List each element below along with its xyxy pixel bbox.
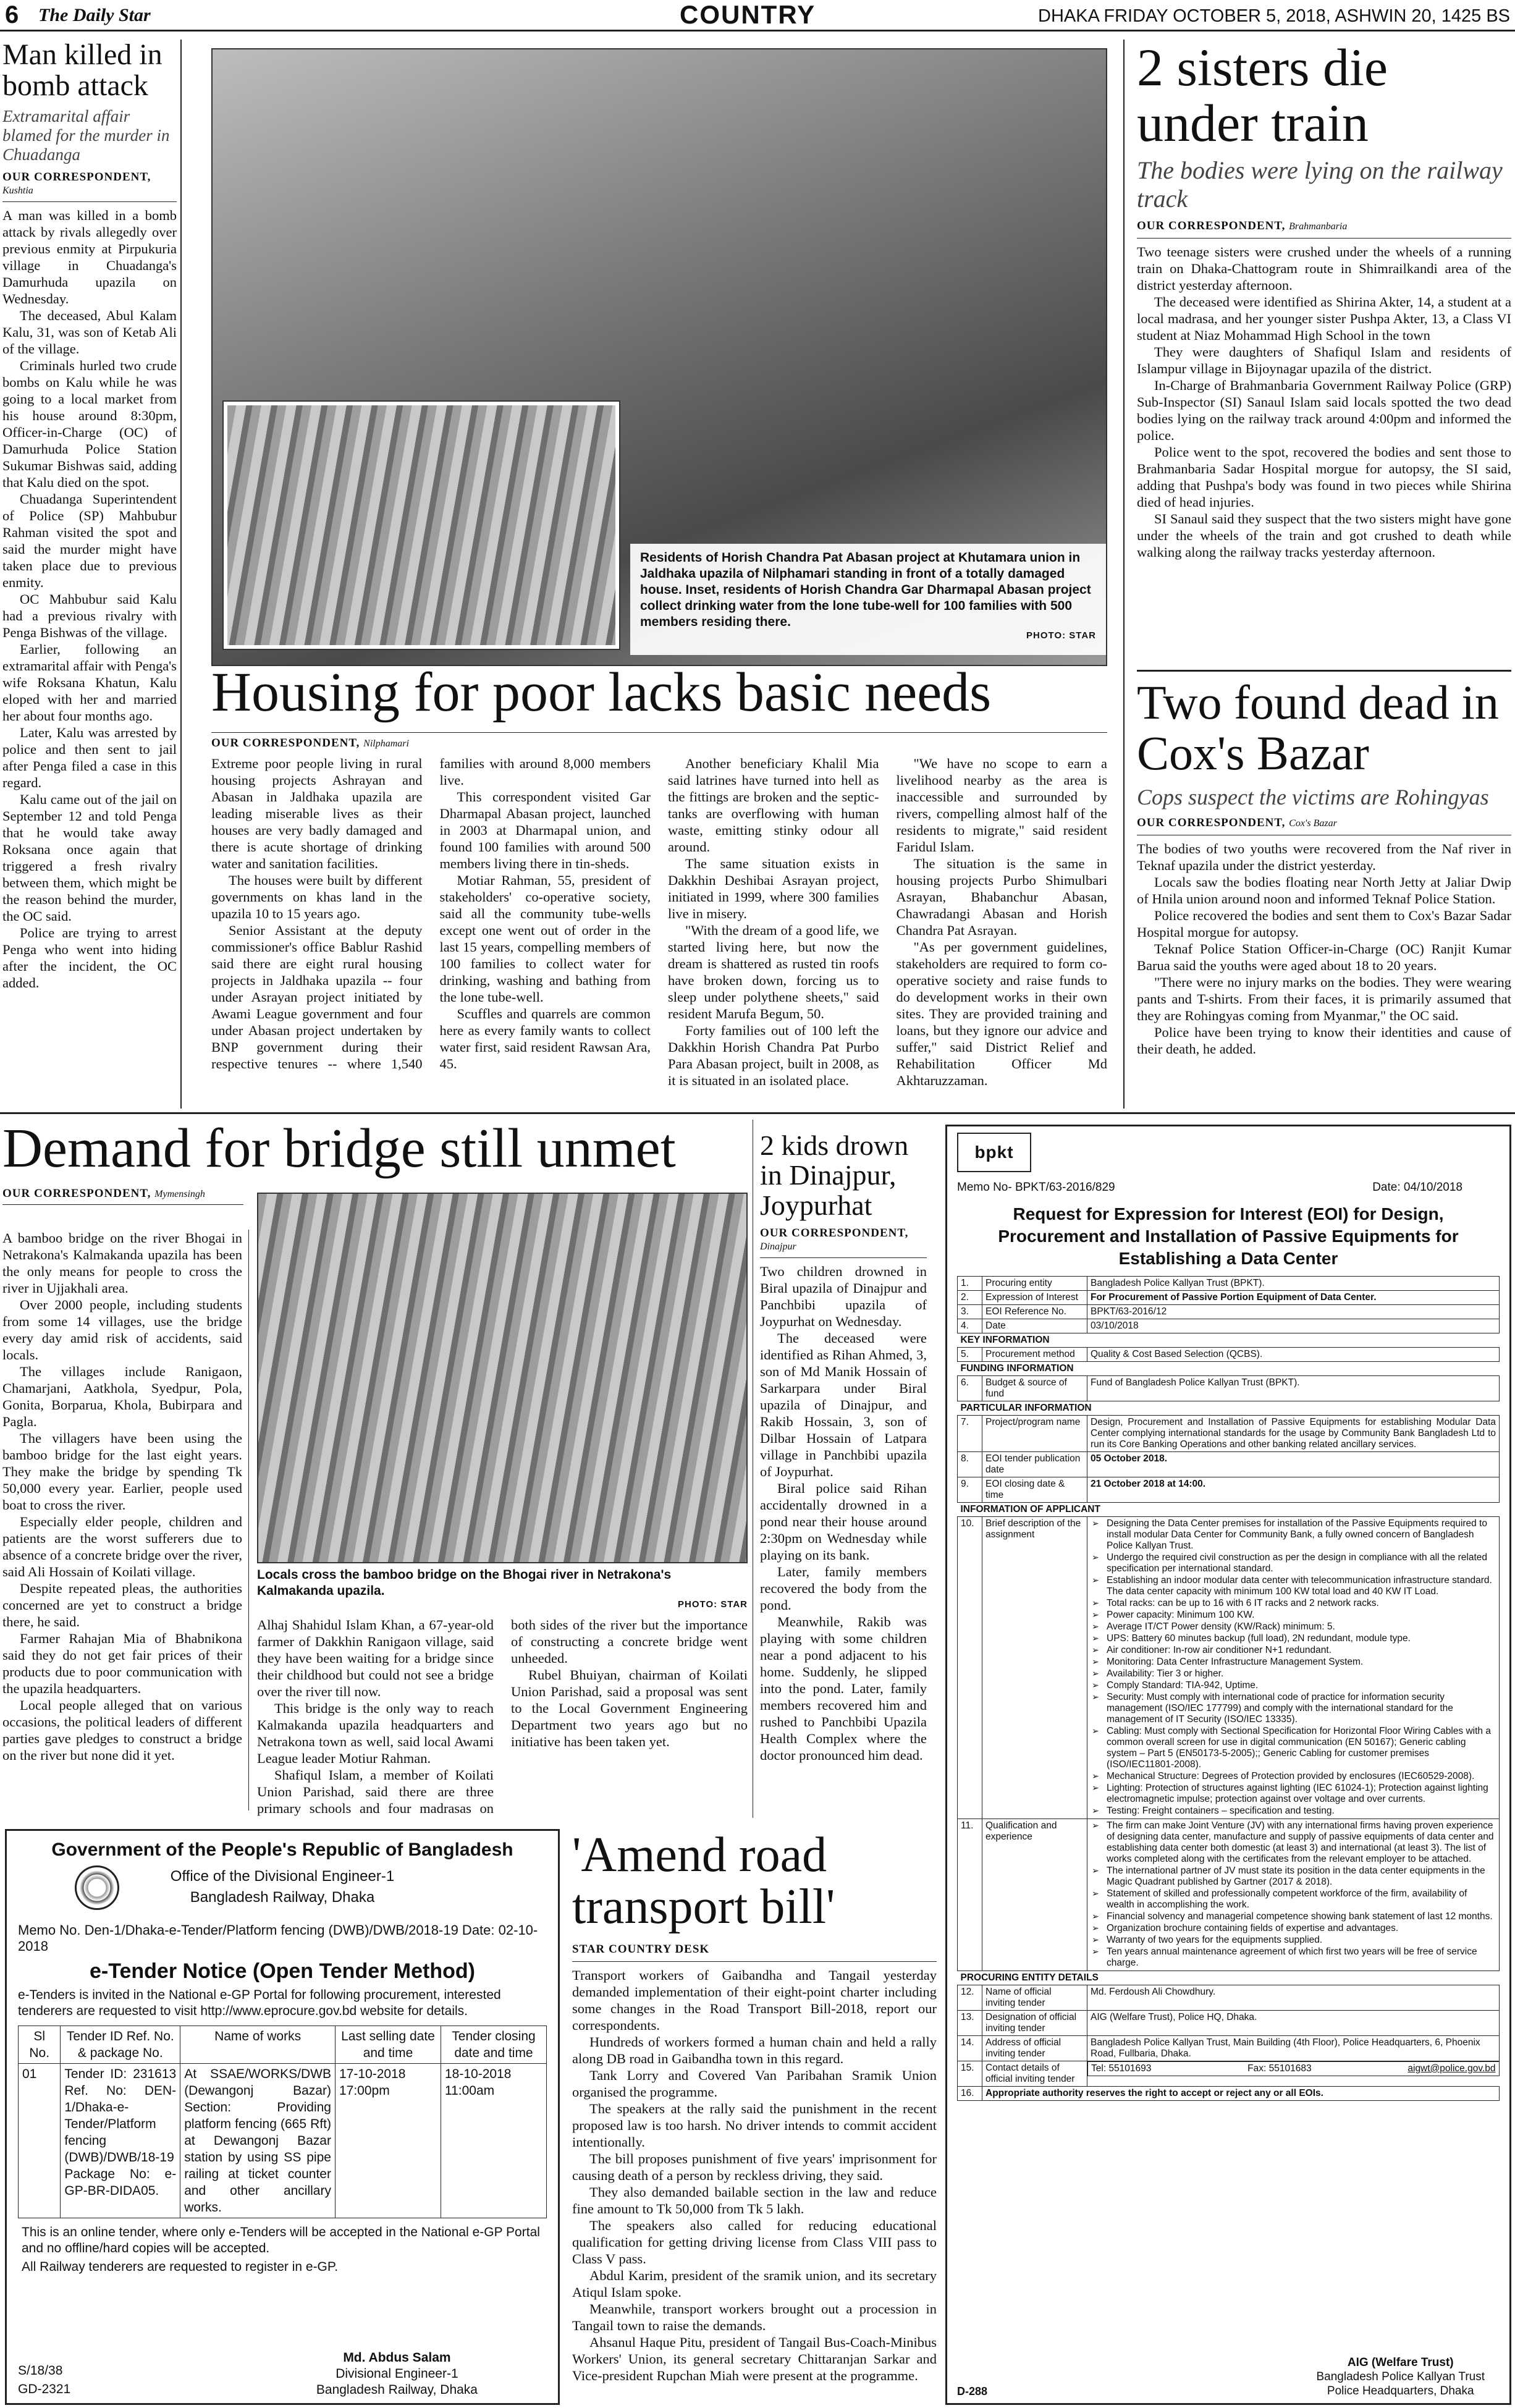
table-row xyxy=(958,2087,1500,2101)
table-header-row xyxy=(19,2026,547,2064)
masthead-rule xyxy=(0,30,1515,32)
date: Date: 04/10/2018 xyxy=(1372,1181,1462,1194)
headline: 'Amend road transport bill' xyxy=(572,1829,835,1934)
row-number: 3. xyxy=(958,1305,982,1319)
row-number: 5. xyxy=(958,1348,982,1362)
story-body xyxy=(1137,840,1511,1057)
table-header-cell: Name of works xyxy=(180,2026,335,2064)
story-body xyxy=(211,755,1107,1101)
paragraph: Shafiqul Islam, a member of Koilati Union Parishad, said there are three primary schools and four madrasas on both sides of the river but the importance of constructing a concrete bridge went unheeded. xyxy=(257,1617,748,1816)
paragraph: Meanwhile, transport workers brought out a procession in Tangail town to raise the demands. xyxy=(572,2301,937,2333)
paragraph: Tank Lorry and Covered Van Paribahan Sramik Union organised the programme. xyxy=(572,2068,937,2100)
bullet-list xyxy=(1091,1820,1496,1969)
paragraph: Over 2000 people, including students from some 14 villages, use the bridge every day amid risk of accidents, said locals. xyxy=(2,1297,242,1362)
table-cell: At SSAE/WORKS/DWB (Dewangonj Bazar) Section: Providing platform fencing (665 Rft) at Dewangonj Bazar station by using SS pipe railing at ticket counter and other ancillary works. xyxy=(180,2064,335,2218)
list-item: ➢ Undergo the required civil construction as per the design in compliance with all the related specification per international standard. xyxy=(1091,1552,1496,1574)
paragraph: Chuadanga Superintendent of Police (SP) Mahbubur Rahman visited the spot and said the murder might have taken place due to previous enmity. xyxy=(2,491,177,590)
section-label: PROCURING ENTITY DETAILS xyxy=(958,1971,1500,1985)
byline-rule xyxy=(2,1204,243,1205)
row-value xyxy=(1087,1517,1500,1819)
table-row xyxy=(958,1305,1500,1319)
table-row xyxy=(19,2064,547,2218)
row-value: Fund of Bangladesh Police Kallyan Trust (BPKT). xyxy=(1087,1376,1500,1401)
ref: D-288 xyxy=(957,2385,988,2397)
row-value: Md. Ferdoush Ali Chowdhury. xyxy=(1087,1985,1500,2011)
list-item: ➢ Warranty of two years for the equipments supplied. xyxy=(1091,1935,1496,1946)
row-label: EOI closing date & time xyxy=(982,1477,1087,1503)
row-label: EOI Reference No. xyxy=(982,1305,1087,1319)
tel: Tel: 55101693 xyxy=(1091,2063,1152,2074)
row-label: Budget & source of fund xyxy=(982,1376,1087,1401)
office-name: Office of the Divisional Engineer-1 xyxy=(170,1868,395,1885)
paragraph: The bodies of two youths were recovered from the Naf river in Teknaf upazila under the district yesterday. xyxy=(1137,841,1511,874)
row-label: Procurement method xyxy=(982,1348,1087,1362)
masthead xyxy=(0,0,1515,30)
bridge-left-column xyxy=(2,1230,242,1810)
paragraph: This bridge is the only way to reach Kalmakanda upazila headquarters and Netrakona town as well, said local Awami League leader Motiur Rahman. xyxy=(257,1700,494,1766)
list-item: ➢ UPS: Battery 60 minutes backup (full load), 2N redundant, module type. xyxy=(1091,1633,1496,1644)
section-row xyxy=(958,1362,1500,1376)
housing-photo-credit: PHOTO: STAR xyxy=(1026,630,1096,641)
story-bomb xyxy=(2,40,177,1109)
note-register: All Railway tenderers are requested to register in e-GP. xyxy=(22,2260,339,2274)
byline-rule xyxy=(572,1961,937,1962)
story-body xyxy=(572,1967,937,2384)
paragraph: Locals saw the bodies floating near North Jetty at Jaliar Dwip of Hnila union around noon and informed Teknaf Police Station. xyxy=(1137,874,1511,907)
byline xyxy=(1137,816,1511,830)
row-value: Appropriate authority reserves the right to accept or reject any or all EOIs. xyxy=(982,2087,1500,2101)
row-number: 14. xyxy=(958,2036,982,2061)
byline-label: OUR CORRESPONDENT, xyxy=(1137,219,1286,232)
row-value: Quality & Cost Based Selection (QCBS). xyxy=(1087,1348,1500,1362)
paragraph: Forty families out of 100 left the Dakkhin Horish Chandra Pat Purbo Para Abasan project, built in 2008, as it is situated in an isolated place. xyxy=(668,1022,879,1088)
byline-label: OUR CORRESPONDENT, xyxy=(2,1186,151,1200)
table-header-cell: Last selling date and time xyxy=(335,2026,441,2064)
row-number: 16. xyxy=(958,2087,982,2101)
paragraph: The deceased were identified as Rihan Ahmed, 3, son of Md Manik Hossain of Sarkarpara under Biral upazila of Dinajpur, and Rakib Hossain, 3, son of Dilbar Hossain of Latpara village in Panchbibi upazila of Joypurhat. xyxy=(760,1330,927,1479)
row-value: 21 October 2018 at 14:00. xyxy=(1087,1477,1500,1503)
table-row xyxy=(958,1277,1500,1291)
paragraph: "As per government guidelines, stakeholders are required to form co-operative society and raise funds to do development works in their own sites. They are provided training and loans, but they ignore our advice and suffer," said District Relief and Rehabilitation Officer Md Akhtaruzzaman. xyxy=(896,939,1107,1088)
paragraph: They also demanded bailable section in the law and reduce fine amount to Tk 50,000 from Tk 5 lakh. xyxy=(572,2184,937,2216)
housing-caption-box xyxy=(630,544,1106,655)
ref-1: S/18/38 xyxy=(18,2364,63,2378)
section-row xyxy=(958,1333,1500,1348)
row-number: 11. xyxy=(958,1819,982,1971)
paragraph: "We have no scope to earn a livelihood nearby as the area is inaccessible and surrounded by rivers, compelling almost half of the residents to migrate," said resident Faridul Islam. xyxy=(896,755,1107,855)
table-row xyxy=(958,1376,1500,1401)
story-drown xyxy=(760,1131,927,1817)
headline: Housing for poor lacks basic needs xyxy=(211,664,992,723)
eoi-title: Request for Expression for Interest (EOI) for Design, Procurement and Installation of Passive Equipments for Establishing a Data Center xyxy=(998,1204,1459,1268)
signer-name: Md. Abdus Salam xyxy=(343,2351,451,2365)
row-label: Qualification and experience xyxy=(982,1819,1087,1971)
list-item: ➢ The international partner of JV must state its position in the data center equipments in the Magic Quadrant published by Gartner (2017 & 2018). xyxy=(1091,1865,1496,1888)
row-number: 6. xyxy=(958,1376,982,1401)
byline-label: OUR CORRESPONDENT, xyxy=(760,1226,909,1240)
signer-org: Bangladesh Railway, Dhaka xyxy=(316,2383,478,2397)
row-label: EOI tender publication date xyxy=(982,1452,1087,1477)
story-amend xyxy=(572,1829,937,2405)
paragraph: Abdul Karim, president of the sramik union, and its secretary Atiqul Islam spoke. xyxy=(572,2268,937,2300)
paragraph: "There were no injury marks on the bodies. They were wearing pants and T-shirts. From their faces, it is primarily assumed that they are Rohingyas coming from Myanmar," the OC said. xyxy=(1137,974,1511,1024)
tender-ad xyxy=(5,1829,560,2405)
paragraph: Scuffles and quarrels are common here as every family wants to collect water first, said resident Rawsan Ara, 45. xyxy=(439,1005,651,1071)
paragraph: The deceased, Abul Kalam Kalu, 31, was son of Ketab Ali of the village. xyxy=(2,307,177,357)
list-item: ➢ Statement of skilled and professionally competent workforce of the firm, availability of wealth in accomplishing the work. xyxy=(1091,1888,1496,1911)
paragraph: Motiar Rahman, 55, president of stakeholders' co-operative society, said all the community tube-wells except one went out of order in the last 15 years, compelling members of 100 families to collect water for drinking, washing and bathing from the lone tube-well. xyxy=(439,872,651,1005)
subhead: The bodies were lying on the railway track xyxy=(1137,156,1503,213)
signature-block xyxy=(316,2350,478,2398)
row-number: 9. xyxy=(958,1477,982,1503)
paragraph: "With the dream of a good life, we started living here, but now the dream is shattered as rusted tin roofs have broken down, forcing us to sleep under polythene sheets," said resident Marufa Begum, 50. xyxy=(668,922,879,1021)
email: aigwt@police.gov.bd xyxy=(1407,2063,1496,2074)
paragraph: They were daughters of Shafiqul Islam and residents of Islampur village in Bijoynagar upazila of the district. xyxy=(1137,344,1511,376)
paper-name: The Daily Star xyxy=(38,5,151,25)
paragraph: OC Mahbubur said Kalu had a previous rivalry with Penga Bishwas of the village. xyxy=(2,591,177,640)
notice-title: e-Tender Notice (Open Tender Method) xyxy=(90,1959,475,1983)
paragraph: Rubel Bhuiyan, chairman of Koilati Union Parishad, said a proposal was sent to the Local Government Engineering Department two years ago but no initiative has been taken yet. xyxy=(511,1667,748,1749)
table-row xyxy=(958,1348,1500,1362)
row-number: 4. xyxy=(958,1319,982,1333)
paragraph: Kalu came out of the jail on September 12 and told Penga that he would take away Roksana once again that triggered a fresh rivalry between them, which might be the reason behind the murder, the OC said. xyxy=(2,791,177,924)
paragraph: SI Sanaul said they suspect that the two sisters might have gone under the wheels of the train and got crushed to death while walking along the railway tracks yesterday afternoon. xyxy=(1137,510,1511,560)
list-item: ➢ Organization brochure containing fields of expertise and advantages. xyxy=(1091,1923,1496,1934)
subhead: Extramarital affair blamed for the murder in Chuadanga xyxy=(2,106,170,164)
row-value: 05 October 2018. xyxy=(1087,1452,1500,1477)
byline-place: Mymensingh xyxy=(154,1188,205,1199)
bpkt-logo xyxy=(957,1133,1031,1172)
byline-rule xyxy=(1137,238,1511,239)
paragraph: The houses were built by different governments on khas land in the upazila 10 to 15 years ago. xyxy=(211,872,423,921)
fax: Fax: 55101683 xyxy=(1247,2063,1312,2074)
section-label: INFORMATION OF APPLICANT xyxy=(958,1503,1500,1517)
bridge-right-columns xyxy=(257,1616,748,1820)
row-label: Brief description of the assignment xyxy=(982,1517,1087,1819)
paragraph: The situation is the same in housing projects Purbo Shimulbari Asrayan, Bhabanchur Abasan, Chawradangi Abasan and Horish Chandra Pat Asrayan. xyxy=(896,855,1107,938)
paragraph: Police recovered the bodies and sent them to Cox's Bazar Sadar Hospital morgue for autopsy. xyxy=(1137,908,1511,940)
row-number: 10. xyxy=(958,1517,982,1819)
row-label: Designation of official inviting tender xyxy=(982,2011,1087,2036)
table-row xyxy=(958,2036,1500,2061)
paragraph: The villagers have been using the bamboo bridge for the last eight years. They make the bridge by spending Tk 50,000 every year. Earlier, people used boat to cross the river. xyxy=(2,1430,242,1513)
list-item: ➢ Availability: Tier 3 or higher. xyxy=(1091,1668,1496,1679)
paragraph: Extreme poor people living in rural housing projects Ashrayan and Abasan in Jaldhaka upazila are leading miserable lives as their houses are very badly damaged and there is acute shortage of drinking water and sanitation facilities. xyxy=(211,755,423,871)
paragraph: Ahsanul Haque Pitu, president of Tangail Bus-Coach-Minibus Workers' Union, its general secretary Chittaranjan Sarkar and Vice-president Rupchan Miah were present at the programme. xyxy=(572,2334,937,2383)
table-cell: 18-10-2018 11:00am xyxy=(441,2064,546,2218)
table-row xyxy=(958,1452,1500,1477)
band-rule xyxy=(0,1112,1515,1114)
page-number: 6 xyxy=(5,1,19,28)
byline-label: OUR CORRESPONDENT, xyxy=(211,736,360,750)
story-body xyxy=(1137,243,1511,560)
paragraph: Transport workers of Gaibandha and Tangail yesterday demanded implementation of their eight-point charter including some changes in the Road Transport Bill-2018, report our correspondents. xyxy=(572,1967,937,2033)
table-cell: 17-10-2018 17:00pm xyxy=(335,2064,441,2218)
section-label: KEY INFORMATION xyxy=(958,1333,1500,1348)
byline-place: Dinajpur xyxy=(760,1241,796,1252)
row-value: BPKT/63-2016/12 xyxy=(1087,1305,1500,1319)
paragraph: Senior Assistant at the deputy commissioner's office Bablur Rashid said there are eight rural housing projects in Jaldhaka upazila -- four under Asrayan project initiated by Awami League government and four under Abasan project undertaken by BNP government during their respective tenures -- where 1,540 families with around 8,000 members live. xyxy=(211,755,651,1071)
section-row xyxy=(958,1971,1500,1985)
table-row xyxy=(958,2061,1500,2087)
row-number: 12. xyxy=(958,1985,982,2011)
byline-place: Brahmanbaria xyxy=(1289,221,1348,232)
paragraph: In-Charge of Brahmanbaria Government Railway Police (GRP) Sub-Inspector (SI) Sanaul Islam said locals spotted the two dead bodies lying on the railway track around 4:00pm and informed the police. xyxy=(1137,377,1511,443)
paragraph: Hundreds of workers formed a human chain and held a rally along DB road in Gaibandha town in this regard. xyxy=(572,2034,937,2066)
row-label: Procuring entity xyxy=(982,1277,1087,1291)
headline: 2 sisters die under train xyxy=(1137,40,1388,153)
paragraph: Police went to the spot, recovered the bodies and sent those to Brahmanbaria Sadar Hospital morgue for autopsy, the SI said, adding that Pushpa's body was found in two pieces while Shirina died of head injuries. xyxy=(1137,444,1511,510)
paragraph: Earlier, following an extramarital affair with Penga's wife Roksana Khatun, Kalu eloped with her and married her about four months ago. xyxy=(2,641,177,724)
paragraph: Farmer Rahajan Mia of Bhabnikona said they do not get fair prices of their products due to poor communication with the upazila headquarters. xyxy=(2,1631,242,1696)
list-item: ➢ Total racks: can be up to 16 with 6 IT racks and 2 network racks. xyxy=(1091,1598,1496,1609)
byline-place: Nilphamari xyxy=(363,738,409,749)
list-item: ➢ The firm can make Joint Venture (JV) with any international firms having proven experience of designing data center, manufacture and supply of passive equipments of data center and establishing data center both domestic (at least 3) and international (at least 3). The list of works completed along with the certificates from the relevant employer to be attached. xyxy=(1091,1820,1496,1865)
table-row xyxy=(958,2011,1500,2036)
table-header-cell: Sl No. xyxy=(19,2026,61,2064)
signature-block xyxy=(1317,2355,1485,2398)
memo-row xyxy=(957,1181,1500,1194)
list-item: ➢ Ten years annual maintenance agreement of which first two years will be free of service charge. xyxy=(1091,1946,1496,1969)
paragraph: The same situation exists in Dakkhin Deshibai Asrayan project, initiated in 1999, where 300 families live in misery. xyxy=(668,855,879,921)
byline-rule xyxy=(760,1257,927,1258)
list-item: ➢ Lighting: Protection of structures against lighting (IEC 61024-1); Protection against lighting electromagnetic impulse; protection against over voltage and over currents. xyxy=(1091,1783,1496,1805)
row-value xyxy=(1087,2061,1500,2076)
headline-rule xyxy=(211,732,1107,733)
byline-rule xyxy=(2,201,177,202)
row-label: Date xyxy=(982,1319,1087,1333)
bridge-photo xyxy=(257,1193,748,1563)
paragraph: Later, Kalu was arrested by police and then sent to jail after Penga filed a case in this regard. xyxy=(2,724,177,790)
list-item: ➢ Air conditioner: In-row air conditioner N+1 redundant. xyxy=(1091,1645,1496,1656)
paragraph: Two children drowned in Biral upazila of Dinajpur and Panchbibi upazila of Joypurhat on Wednesday. xyxy=(760,1263,927,1329)
bridge-caption: Locals cross the bamboo bridge on the Bhogai river in Netrakona's Kalmakanda upazila. xyxy=(257,1568,672,1598)
row-number: 8. xyxy=(958,1452,982,1477)
list-item: ➢ Establishing an indoor modular data center with telecommunication infrastructure standard. The data center capacity with minimum 100 KW total load and 40 KW IT Load. xyxy=(1091,1575,1496,1597)
signer-place: Police Headquarters, Dhaka xyxy=(1327,2385,1474,2397)
paragraph: This correspondent visited Gar Dharmapal Abasan project, launched in 2003 at Dharmapal union, and found 100 families with around 500 members living there in tin-sheds. xyxy=(439,788,651,871)
list-item: ➢ Mechanical Structure: Degrees of Protection provided by enclosures (IEC60529-2008). xyxy=(1091,1771,1496,1782)
paragraph: The villages include Ranigaon, Chamarjani, Aatkhola, Syedpur, Pola, Gonita, Borparua, Khola, Bubirpara and Pagla. xyxy=(2,1364,242,1429)
paragraph: Meanwhile, Rakib was playing with some children near a pond adjacent to his home. Suddenly, he slipped into the pond. Later, family members recovered him and rushed to Panchbibi Upazila Health Complex where the doctor pronounced him dead. xyxy=(760,1613,927,1763)
row-value: For Procurement of Passive Portion Equipment of Data Center. xyxy=(1087,1291,1500,1305)
story-coxs xyxy=(1137,677,1511,1110)
paragraph: A bamboo bridge on the river Bhogai in Netrakona's Kalmakanda upazila has been the only means for people to cross the river in Ujjakhali area. xyxy=(2,1230,242,1296)
headline: Man killed in bomb attack xyxy=(2,40,162,103)
section-label: FUNDING INFORMATION xyxy=(958,1362,1500,1376)
list-item: ➢ Designing the Data Center premises for installation of the Passive Equipments required to install modular Data Center for Community Bank, a fully owned concern of Bangladesh Police Kallyan Trust. xyxy=(1091,1518,1496,1552)
paragraph: The deceased were identified as Shirina Akter, 14, a student at a local madrasa, and her younger sister Pushpa Akter, 13, a Class VI student at Niaz Mohammad High School in the town xyxy=(1137,294,1511,343)
memo: Memo No. Den-1/Dhaka-e-Tender/Platform fencing (DWB)/DWB/2018-19 Date: 02-10-2018 xyxy=(18,1922,538,1954)
headline: 2 kids drown in Dinajpur, Joypurhat xyxy=(760,1131,909,1221)
table-cell: 01 xyxy=(19,2064,61,2218)
list-item: ➢ Power capacity: Minimum 100 KW. xyxy=(1091,1610,1496,1621)
row-label: Project/program name xyxy=(982,1416,1087,1452)
paragraph: The speakers at the rally said the punishment in the recent proposed law is too harsh. No driver intends to commit accident intentionally. xyxy=(572,2101,937,2150)
column-rule xyxy=(1123,40,1125,1109)
intro: e-Tenders is invited in the National e-GP Portal for following procurement, interested tenderers are requested to visit http://www.eprocure.gov.bd website for details. xyxy=(18,1988,501,2018)
row-value: Bangladesh Police Kallyan Trust (BPKT). xyxy=(1087,1277,1500,1291)
byline-label: OUR CORRESPONDENT, xyxy=(2,170,151,184)
paragraph: Another beneficiary Khalil Mia said latrines have turned into hell as the fittings are broken and the septic-tanks are overflowing with human waste, emitting stinky odour all around. xyxy=(668,755,879,855)
list-item: ➢ Security: Must comply with international code of practice for information security management (ISO/IEC 177799) and comply with the international standard for the management of IT Security (ISO/IEC 13335). xyxy=(1091,1692,1496,1725)
eoi-table xyxy=(957,1276,1500,2101)
paragraph: The speakers also called for reducing educational qualification for getting driving license from Class VIII pass to Class V pass. xyxy=(572,2218,937,2266)
section-row xyxy=(958,1401,1500,1416)
list-item: ➢ Cabling: Must comply with Sectional Specification for Horizontal Floor Wiring Cables with a common overall screen for use in digital communication (EN 50167); Generic cabling system – Part 5 (EN50173-5-2005);; Generic Cabling for customer premises (ISO/IEC11801-2008). xyxy=(1091,1726,1496,1770)
list-item: ➢ Monitoring: Data Center Infrastructure Management System. xyxy=(1091,1657,1496,1668)
bullet-list xyxy=(1091,1518,1496,1817)
column-rule xyxy=(180,40,182,1109)
row-label: Address of official inviting tender xyxy=(982,2036,1087,2061)
list-item: ➢ Average IT/CT Power density (KW/Rack) minimum: 5. xyxy=(1091,1621,1496,1633)
row-value: AIG (Welfare Trust), Police HQ, Dhaka. xyxy=(1087,2011,1500,2036)
signer-title: Divisional Engineer-1 xyxy=(335,2367,458,2381)
row-label: Contact details of official inviting tender xyxy=(982,2061,1087,2087)
housing-caption: Residents of Horish Chandra Pat Abasan project at Khutamara union in Jaldhaka upazila of Nilphamari standing in front of a totally damaged house. Inset, residents of Horish Chandra Gar Dharmapal Abasan project collect drinking water from the lone tube-well for 100 families with 500 members residing there. xyxy=(640,551,1091,629)
byline xyxy=(2,171,177,196)
story-housing xyxy=(211,664,1107,1109)
row-number: 7. xyxy=(958,1416,982,1452)
byline xyxy=(211,737,1107,750)
headline: Demand for bridge still unmet xyxy=(2,1120,676,1179)
story-body xyxy=(2,207,177,991)
paragraph: Police are trying to arrest Penga who went into hiding after the incident, the OC added. xyxy=(2,924,177,991)
table-row xyxy=(958,1291,1500,1305)
paragraph: Alhaj Shahidul Islam Khan, a 67-year-old farmer of Dakkhin Ranigaon village, said they have been waiting for a bridge since their childhood but could not see a bridge over the river till now. xyxy=(257,1617,494,1699)
table-row xyxy=(958,1416,1500,1452)
list-item: ➢ Financial solvency and managerial competence showing bank statement of last 12 months. xyxy=(1091,1911,1496,1922)
paragraph: Teknaf Police Station Officer-in-Charge (OC) Ranjit Kumar Barua said the youths were aged about 18 to 20 years. xyxy=(1137,941,1511,974)
story-divider xyxy=(1137,670,1511,672)
table-row xyxy=(958,1985,1500,2011)
table-row xyxy=(958,1319,1500,1333)
row-label: Expression of Interest xyxy=(982,1291,1087,1305)
paragraph: Local people alleged that on various occasions, the political leaders of different parties gave pledges to construct a bridge on the river but none did it yet. xyxy=(2,1697,242,1763)
housing-inset-photo xyxy=(224,402,619,649)
tender-table xyxy=(18,2026,547,2218)
bpkt-logo-text: bpkt xyxy=(974,1143,1014,1162)
table-cell: Tender ID: 231613 Ref. No: DEN-1/Dhaka-e-Tender/Platform fencing (DWB)/DWB/18-19 Package No: e-GP-BR-DIDA05. xyxy=(61,2064,180,2218)
dateline: DHAKA FRIDAY OCTOBER 5, 2018, ASHWIN 20, 1425 BS xyxy=(1038,6,1510,26)
note-online: This is an online tender, where only e-Tenders will be accepted in the National e-GP Portal and no offline/hard copies will be accepted. xyxy=(22,2225,540,2255)
section-row xyxy=(958,1503,1500,1517)
paragraph: Despite repeated pleas, the authorities concerned are yet to construct a bridge there, he said. xyxy=(2,1581,242,1629)
table-row xyxy=(958,1517,1500,1819)
paragraph: Later, family members recovered the body from the pond. xyxy=(760,1563,927,1613)
bridge-caption-box xyxy=(257,1567,748,1612)
paragraph: Two teenage sisters were crushed under the wheels of a running train on Dhaka-Chattogram route in Shimrailkandi area of the district yesterday afternoon. xyxy=(1137,243,1511,293)
subhead: Cops suspect the victims are Rohingyas xyxy=(1137,784,1489,809)
story-body xyxy=(760,1263,927,1764)
list-item: ➢ Comply Standard: TIA-942, Uptime. xyxy=(1091,1680,1496,1691)
row-value xyxy=(1087,1819,1500,1971)
table-row xyxy=(958,1477,1500,1503)
paragraph: Police have been trying to know their identities and cause of their death, he added. xyxy=(1137,1024,1511,1057)
section-label: PARTICULAR INFORMATION xyxy=(958,1401,1500,1416)
org-name: Bangladesh Railway, Dhaka xyxy=(190,1889,375,1906)
row-value: Design, Procurement and Installation of Passive Equipments for establishing Modular Data Center complying international standards for the usage by Community Bank Bangladesh Ltd to run its Core Banking Operations and other banking related ancillary services. xyxy=(1087,1416,1500,1452)
byline xyxy=(760,1227,927,1253)
byline xyxy=(1137,219,1511,233)
paragraph: Especially elder people, children and patients are the worst sufferers due to absence of a concrete bridge over the river, said Ali Hossain of Koilati village. xyxy=(2,1514,242,1579)
story-sisters xyxy=(1137,40,1511,676)
row-number: 2. xyxy=(958,1291,982,1305)
row-value: 03/10/2018 xyxy=(1087,1319,1500,1333)
ref-2: GD-2321 xyxy=(18,2382,71,2396)
paragraph: Criminals hurled two crude bombs on Kalu while he was going to a local market from his house around 8:30pm, Officer-in-Charge (OC) of Damurhuda Police Station Sukumar Bishwas said, adding that Kalu died on the spot. xyxy=(2,357,177,490)
paragraph: Biral police said Rihan accidentally drowned in a pond near their house around 2:30pm on Wednesday while playing on its bank. xyxy=(760,1480,927,1563)
row-value: Bangladesh Police Kallyan Trust, Main Building (4th Floor), Police Headquarters, 6, Phoenix Road, Fullbaria, Dhaka. xyxy=(1087,2036,1500,2061)
section-name: COUNTRY xyxy=(680,0,816,29)
table-header-cell: Tender closing date and time xyxy=(441,2026,546,2064)
row-number: 1. xyxy=(958,1277,982,1291)
table-header-cell: Tender ID Ref. No. & package No. xyxy=(61,2026,180,2064)
byline-label: OUR CORRESPONDENT, xyxy=(1137,816,1286,830)
column-rule xyxy=(248,1230,249,1810)
signer-org: Bangladesh Police Kallyan Trust xyxy=(1316,2370,1485,2383)
eoi-ad xyxy=(945,1125,1511,2405)
row-label: Name of official inviting tender xyxy=(982,1985,1087,2011)
row-number: 15. xyxy=(958,2061,982,2087)
byline: STAR COUNTRY DESK xyxy=(572,1943,710,1956)
byline-place: Kushtia xyxy=(2,185,33,196)
bridge-photo-credit: PHOTO: STAR xyxy=(678,1599,748,1610)
railway-seal-icon xyxy=(75,1865,119,1910)
list-item: ➢ Testing: Freight containers – specification and testing. xyxy=(1091,1806,1496,1817)
memo: Memo No- BPKT/63-2016/829 xyxy=(957,1181,1115,1194)
paragraph: The bill proposes punishment of five years' imprisonment for causing death of a person by reckless driving, they said. xyxy=(572,2151,937,2183)
row-number: 13. xyxy=(958,2011,982,2036)
signer-title: AIG (Welfare Trust) xyxy=(1347,2356,1454,2369)
paragraph: A man was killed in a bomb attack by rivals allegedly over previous enmity at Pirpukuria village in Chuadanga's Damurhuda upazila on Wednesday. xyxy=(2,207,177,306)
headline: Two found dead in Cox's Bazar xyxy=(1137,677,1499,780)
byline-place: Cox's Bazar xyxy=(1289,818,1337,829)
table-row xyxy=(958,1819,1500,1971)
gov-title: Government of the People's Republic of Bangladesh xyxy=(51,1840,513,1860)
